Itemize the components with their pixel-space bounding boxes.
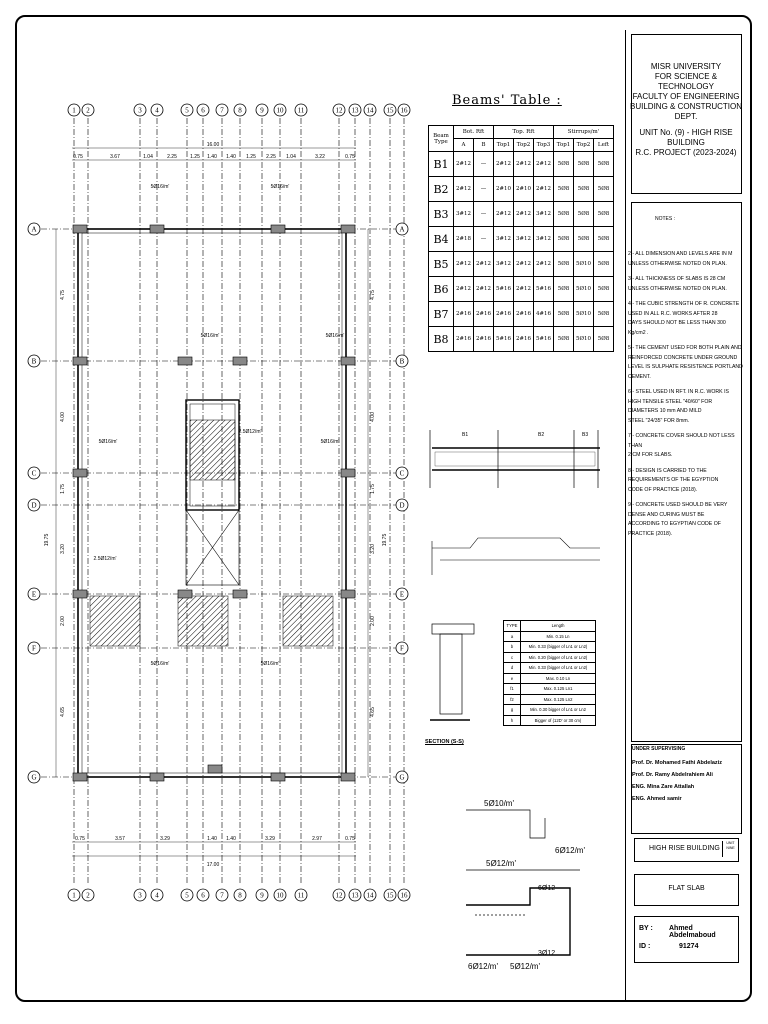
table-cell: f2 <box>504 694 521 705</box>
axis-bubble-label: 15 <box>386 106 394 115</box>
beams-subheader: Top3 <box>534 139 554 152</box>
table-cell: 5Ø8 <box>594 252 614 277</box>
table-cell: 5Ø8 <box>594 227 614 252</box>
table-cell: 5Ø8 <box>594 327 614 352</box>
axis-bubble-label: E <box>31 590 37 599</box>
column <box>341 773 355 781</box>
dimension-text: 0.75 <box>73 154 83 160</box>
column <box>73 773 87 781</box>
table-cell: g <box>504 705 521 716</box>
column <box>271 773 285 781</box>
slab-inner-outline <box>82 233 342 773</box>
table-row <box>504 642 596 653</box>
axis-bubble-label: C <box>399 469 405 478</box>
rebar-stepped-detail <box>466 810 580 955</box>
axis-bubble-label: 3 <box>138 891 142 900</box>
table-cell: b <box>504 642 521 653</box>
table-cell: Min. 0.33 (bigger of Ln1 or Ln2) <box>521 663 596 674</box>
table-cell: 2#12 <box>454 177 474 202</box>
column <box>233 357 247 365</box>
table-cell: Max. 0.125 Ln2 <box>521 694 596 705</box>
table-row <box>504 673 596 684</box>
axis-bubbles <box>28 104 410 901</box>
dimension-text: 3.22 <box>315 154 325 160</box>
table-cell: 5Ø8 <box>594 177 614 202</box>
table-cell: 5Ø8 <box>554 152 574 177</box>
bar-label: 5Ø12/m' <box>486 859 516 868</box>
column <box>73 469 87 477</box>
table-cell: 5Ø8 <box>554 252 574 277</box>
table-cell: 3#12 <box>494 252 514 277</box>
table-cell: Min. 0.20 (bigger of Ln1 or Ln2) <box>521 652 596 663</box>
dimension-text: 1.40 <box>226 154 236 160</box>
dimension-text: 2.97 <box>312 836 322 842</box>
axis-bubble-label: 7 <box>220 891 224 900</box>
beams-subheader: Top2 <box>514 139 534 152</box>
axis-bubble-label: 7 <box>220 106 224 115</box>
beams-table <box>428 125 614 352</box>
table-cell: 2#16 <box>474 327 494 352</box>
table-cell: 5Ø8 <box>574 202 594 227</box>
note-item: 5 - THE CEMENT USED FOR BOTH PLAIN AND REINFORCED CONCRETE UNDER GROUND LEVEL IS SULPHATE RESISTENCE PORTLAND CEMENT. <box>628 345 743 380</box>
table-cell: 2#12 <box>454 252 474 277</box>
table-row <box>429 277 614 302</box>
dimension-text: 1.75 <box>370 484 376 494</box>
rebar-annotation: 5Ø16/m' <box>150 184 170 190</box>
axis-bubble-label: 14 <box>366 891 374 900</box>
slab-bent-bar-detail <box>432 538 600 575</box>
column <box>150 773 164 781</box>
dimension-text: 4.00 <box>60 412 66 422</box>
dimension-text: 1.04 <box>143 154 153 160</box>
supervisor-name: Prof. Dr. Ramy Abdelrahiem Ali <box>632 772 713 778</box>
table-cell: B3 <box>429 202 454 227</box>
length-header-type: TYPE <box>504 621 521 632</box>
dimension-overall: 19.75 <box>44 533 50 547</box>
column <box>150 225 164 233</box>
table-cell: 2#16 <box>514 327 534 352</box>
table-cell: 4#16 <box>534 302 554 327</box>
table-cell: Min. 0.15 Ln <box>521 631 596 642</box>
axis-bubble-label: 1 <box>72 891 76 900</box>
dimension-text: 2.00 <box>370 616 376 626</box>
unit-box: UNIT NINE <box>722 841 738 857</box>
axis-bubble-label: 10 <box>276 891 284 900</box>
table-cell: d <box>504 663 521 674</box>
dimension-text: 4.75 <box>370 290 376 300</box>
table-row <box>504 705 596 716</box>
table-cell: 2#10 <box>494 177 514 202</box>
table-cell: 3#12 <box>454 202 474 227</box>
table-cell: h <box>504 715 521 726</box>
column <box>178 357 192 365</box>
table-cell: B8 <box>429 327 454 352</box>
rebar-annotation: 5Ø16/m' <box>150 661 170 667</box>
university-line: FACULTY OF ENGINEERING <box>632 92 740 101</box>
table-cell: 2#12 <box>494 202 514 227</box>
table-cell: 2#12 <box>494 152 514 177</box>
table-cell: 5#16 <box>494 327 514 352</box>
note-item: 7 - CONCRETE COVER SHOULD NOT LESS THAN 2 CM FOR SLABS. <box>628 433 735 458</box>
beams-subheader: Top1 <box>494 139 514 152</box>
note-item: 3 - ALL THICKNESS OF SLABS IS 28 CM UNLESS OTHERWISE NOTED ON PLAN. <box>628 276 727 292</box>
table-row <box>504 684 596 695</box>
axis-bubble-label: 16 <box>400 106 408 115</box>
table-cell: 2#12 <box>534 177 554 202</box>
notes-list <box>628 250 746 545</box>
section-s-s-detail <box>430 624 474 720</box>
dimension-text: 1.25 <box>190 154 200 160</box>
dimension-text: 1.25 <box>246 154 256 160</box>
length-header-length: Length <box>521 621 596 632</box>
by-value: Ahmed Abdelmaboud <box>669 925 716 939</box>
table-cell: 2#12 <box>474 252 494 277</box>
column <box>341 469 355 477</box>
table-cell: B5 <box>429 252 454 277</box>
dimension-text: 0.75 <box>345 836 355 842</box>
table-cell: 3#12 <box>514 227 534 252</box>
axis-bubble-label: 13 <box>351 891 359 900</box>
axis-bubble-label: 15 <box>386 891 394 900</box>
rebar-annotation: 5Ø16/m' <box>320 439 340 445</box>
dimension-text: 2.00 <box>60 616 66 626</box>
table-row <box>429 177 614 202</box>
table-cell: 5Ø8 <box>554 227 574 252</box>
dimension-text: 3.20 <box>60 544 66 554</box>
beam-elevation-detail <box>430 430 600 488</box>
axis-bubble-label: C <box>31 469 37 478</box>
table-row <box>504 715 596 726</box>
axis-bubble-label: 6 <box>201 891 205 900</box>
table-cell: B2 <box>429 177 454 202</box>
axis-bubble-label: G <box>31 773 37 782</box>
axis-bubble-label: 11 <box>297 106 305 115</box>
supervisor-name: Prof. Dr. Mohamed Fathi Abdelaziz <box>632 760 722 766</box>
table-cell: — <box>474 152 494 177</box>
length-table <box>503 620 596 726</box>
dimension-overall: 19.75 <box>382 533 388 547</box>
dimension-text: 2.25 <box>167 154 177 160</box>
table-cell: f1 <box>504 684 521 695</box>
axis-bubble-label: 8 <box>238 891 242 900</box>
dimension-text: 2.25 <box>266 154 276 160</box>
table-cell: 2#12 <box>534 252 554 277</box>
table-cell: 5Ø8 <box>554 277 574 302</box>
axis-bubble-label: 14 <box>366 106 374 115</box>
beams-subheader: B <box>474 139 494 152</box>
rebar-annotation: 5Ø16/m' <box>200 333 220 339</box>
bar-label: 5Ø10/m' <box>484 799 514 808</box>
table-cell: 2#12 <box>534 152 554 177</box>
table-cell: 5Ø8 <box>554 302 574 327</box>
table-cell: 5Ø8 <box>554 202 574 227</box>
university-line: MISR UNIVERSITY <box>650 62 722 71</box>
table-cell: 2#10 <box>514 177 534 202</box>
university-line: BUILDING & CONSTRUCTION DEPT. <box>630 102 743 121</box>
table-cell: 5#16 <box>494 277 514 302</box>
section-label: SECTION (S-S) <box>425 739 464 745</box>
axis-bubble-label: 10 <box>276 106 284 115</box>
column <box>73 590 87 598</box>
table-cell: B1 <box>429 152 454 177</box>
column <box>341 590 355 598</box>
table-cell: 2#18 <box>454 227 474 252</box>
hatched-drop-panels <box>90 420 333 646</box>
bar-label: 5Ø12/m' <box>510 962 540 971</box>
beam-label: B2 <box>538 432 545 438</box>
table-cell: 5#16 <box>534 277 554 302</box>
column <box>178 590 192 598</box>
beams-table-title: Beams' Table : <box>452 93 562 108</box>
table-cell: 5Ø8 <box>574 152 594 177</box>
axis-bubble-label: E <box>399 590 405 599</box>
beams-header-type: Beam Type <box>429 126 454 152</box>
table-cell: Max. 0.10 Ln <box>521 673 596 684</box>
beams-header-bot: Bot. Rft <box>454 126 494 139</box>
table-cell: B6 <box>429 277 454 302</box>
unit-line: R.C. PROJECT (2023-2024) <box>635 148 737 157</box>
dimension-text: 1.04 <box>286 154 296 160</box>
table-cell: 2#12 <box>454 277 474 302</box>
table-cell: 3#12 <box>534 202 554 227</box>
beams-header-stirrups: Stirrups/m' <box>554 126 614 139</box>
table-row <box>429 152 614 177</box>
table-cell: B7 <box>429 302 454 327</box>
table-row <box>429 202 614 227</box>
dimension-text: 4.65 <box>370 707 376 717</box>
bar-label: 3Ø12 <box>538 950 556 957</box>
axis-bubble-label: B <box>399 357 405 366</box>
axis-bubble-label: 2 <box>86 106 90 115</box>
university-line: FOR SCIENCE & TECHNOLOGY <box>654 72 718 91</box>
table-cell: 5Ø10 <box>574 252 594 277</box>
rebar-annotation: 2.5Ø12/m' <box>238 429 262 435</box>
axis-bubble-label: 5 <box>185 106 189 115</box>
column <box>73 357 87 365</box>
axis-bubble-label: 1 <box>72 106 76 115</box>
table-cell: Min. 0.33 (bigger of Ln1 or Ln2) <box>521 642 596 653</box>
table-cell: 5Ø8 <box>554 177 574 202</box>
axis-bubble-label: F <box>32 644 36 653</box>
table-cell: 2#16 <box>474 302 494 327</box>
axis-bubble-label: 3 <box>138 106 142 115</box>
beam-label: B3 <box>582 432 589 438</box>
id-label: ID : <box>639 943 651 950</box>
beams-header-top: Top. Rft <box>494 126 554 139</box>
axis-bubble-label: 4 <box>155 106 159 115</box>
beams-subheader: Top1 <box>554 139 574 152</box>
note-item: 4 - THE CUBIC STRENGTH OF R. CONCRETE USED IN ALL R.C. WORKS AFTER 28 DAYS SHOULD NOT BE LESS THAN 300 Kg/cm2 . <box>628 301 740 336</box>
axis-bubble-label: F <box>400 644 404 653</box>
table-cell: — <box>474 177 494 202</box>
author-box <box>634 916 739 963</box>
table-cell: 2#12 <box>514 202 534 227</box>
beams-subheader: Left <box>594 139 614 152</box>
slab-outline <box>78 229 346 777</box>
notes-title: NOTES : <box>655 216 676 222</box>
dimension-text: 1.40 <box>207 836 217 842</box>
column <box>208 765 222 773</box>
rebar-annotation: 5Ø16/m' <box>260 661 280 667</box>
column <box>271 225 285 233</box>
table-cell: Min. 0.30 bigger of Ln1 or Ln2 <box>521 705 596 716</box>
table-cell: 5Ø10 <box>574 277 594 302</box>
axis-bubble-label: B <box>31 357 37 366</box>
dimension-text: 3.29 <box>160 836 170 842</box>
table-cell: — <box>474 202 494 227</box>
rebar-annotation: 5Ø16/m' <box>98 439 118 445</box>
rebar-annotation: 5Ø16/m' <box>325 333 345 339</box>
axis-bubble-label: 8 <box>238 106 242 115</box>
dimension-text: 1.40 <box>226 836 236 842</box>
table-cell: 2#16 <box>514 302 534 327</box>
table-row <box>504 694 596 705</box>
axis-bubble-label: 9 <box>260 891 264 900</box>
table-row <box>504 652 596 663</box>
bar-label: 6Ø12/m' <box>468 962 498 971</box>
axis-bubble-label: 6 <box>201 106 205 115</box>
axis-bubble-label: D <box>399 501 405 510</box>
note-item: 2 - ALL DIMENSION AND LEVELS ARE IN M UNLESS OTHERWISE NOTED ON PLAN. <box>628 251 733 267</box>
dimension-text: 1.40 <box>207 154 217 160</box>
table-cell: 3#12 <box>494 227 514 252</box>
axis-bubble-label: A <box>31 225 37 234</box>
table-row <box>429 227 614 252</box>
table-cell: 5#16 <box>534 327 554 352</box>
table-cell: 5Ø8 <box>574 177 594 202</box>
table-row <box>504 663 596 674</box>
table-cell: 5Ø8 <box>554 327 574 352</box>
axis-bubble-label: 12 <box>335 106 343 115</box>
table-cell: 5Ø8 <box>594 302 614 327</box>
table-cell: 5Ø8 <box>594 202 614 227</box>
axis-bubble-label: A <box>399 225 405 234</box>
table-cell: Max. 0.125 Ln1 <box>521 684 596 695</box>
axis-bubble-label: 9 <box>260 106 264 115</box>
unit-line: UNIT No. (9) - HIGH RISE BUILDING <box>639 128 733 147</box>
bar-label: 6Ø12 <box>538 885 556 892</box>
supervisor-name: ENG. Mina Zare Attallah <box>632 784 695 790</box>
table-cell: 2#12 <box>514 152 534 177</box>
university-header <box>630 62 742 158</box>
project-box <box>634 838 739 862</box>
dimension-text: 0.75 <box>75 836 85 842</box>
table-row <box>429 252 614 277</box>
dimension-text: 3.67 <box>110 154 120 160</box>
axis-bubble-label: 2 <box>86 891 90 900</box>
table-cell: e <box>504 673 521 684</box>
dimension-text: 0.75 <box>345 154 355 160</box>
rebar-annotation: 2.5Ø12/m' <box>93 556 117 562</box>
column <box>341 357 355 365</box>
table-cell: a <box>504 631 521 642</box>
dimension-overall: 17.00 <box>206 862 220 868</box>
by-label: BY : <box>639 925 653 932</box>
table-cell: 2#16 <box>454 302 474 327</box>
table-cell: B4 <box>429 227 454 252</box>
columns <box>73 225 355 781</box>
supervision-label: UNDER SUPERVISING <box>632 746 686 752</box>
column <box>233 590 247 598</box>
supervision-block <box>632 745 742 805</box>
column <box>73 225 87 233</box>
project-name: HIGH RISE BUILDING <box>649 845 720 852</box>
axis-bubble-label: 11 <box>297 891 305 900</box>
table-cell: 2#12 <box>474 277 494 302</box>
dimension-text: 4.00 <box>370 412 376 422</box>
table-cell: 2#12 <box>454 152 474 177</box>
id-value: 91274 <box>679 943 699 950</box>
axis-bubble-label: D <box>31 501 37 510</box>
note-item: 8 - DESIGN IS CARRIED TO THE REQUIREMENTS OF THE EGYPTION CODE OF PRACTICE (2018). <box>628 467 719 493</box>
bar-label: 6Ø12/m' <box>555 846 585 855</box>
dimension-text: 3.20 <box>370 544 376 554</box>
table-cell: — <box>474 227 494 252</box>
dimension-text: 4.65 <box>60 707 66 717</box>
table-cell: 5Ø10 <box>574 302 594 327</box>
table-cell: 2#12 <box>514 277 534 302</box>
note-item: 6 - STEEL USED IN RFT. IN R.C. WORK IS HIGH TENSILE STEEL "40/60" FOR DIAMETERS 10 mm AND MILD STEEL "24/35" FOR 8mm. <box>628 389 729 424</box>
axis-bubble-label: 12 <box>335 891 343 900</box>
dimension-text: 3.29 <box>265 836 275 842</box>
table-cell: 5Ø10 <box>574 327 594 352</box>
table-row <box>429 327 614 352</box>
axis-bubble-label: G <box>399 773 405 782</box>
table-cell: 2#16 <box>454 327 474 352</box>
grid-lines-horizontal <box>30 229 400 777</box>
table-cell: 5Ø8 <box>594 152 614 177</box>
dimension-text: 3.57 <box>115 836 125 842</box>
beams-subheader: Top2 <box>574 139 594 152</box>
table-cell: 2#16 <box>494 302 514 327</box>
table-cell: 5Ø8 <box>594 277 614 302</box>
axis-bubble-label: 4 <box>155 891 159 900</box>
beams-subheader: A <box>454 139 474 152</box>
axis-bubble-label: 16 <box>400 891 408 900</box>
table-row <box>504 631 596 642</box>
sheet-title: FLAT SLAB <box>634 874 739 906</box>
dimension-text: 4.75 <box>60 290 66 300</box>
column <box>341 225 355 233</box>
table-cell: 5Ø8 <box>574 227 594 252</box>
table-cell: 3#12 <box>534 227 554 252</box>
dimension-text: 1.75 <box>60 484 66 494</box>
table-cell: 2#12 <box>514 252 534 277</box>
supervisor-name: ENG. Ahmed samir <box>632 796 682 802</box>
axis-bubble-label: 5 <box>185 891 189 900</box>
dimension-overall: 16.00 <box>206 142 220 148</box>
axis-bubble-label: 13 <box>351 106 359 115</box>
note-item: 9 - CONCRETE USED SHOULD BE VERY DENSE AND CURING MUST BE ACCORDING TO EGYPTIAN CODE OF PRACTICE (2018). <box>628 502 728 537</box>
rebar-annotation: 5Ø16/m' <box>270 184 290 190</box>
table-row <box>429 302 614 327</box>
table-cell: Bigger of (12D' or 30 cm) <box>521 715 596 726</box>
table-cell: c <box>504 652 521 663</box>
beam-label: B1 <box>462 432 469 438</box>
